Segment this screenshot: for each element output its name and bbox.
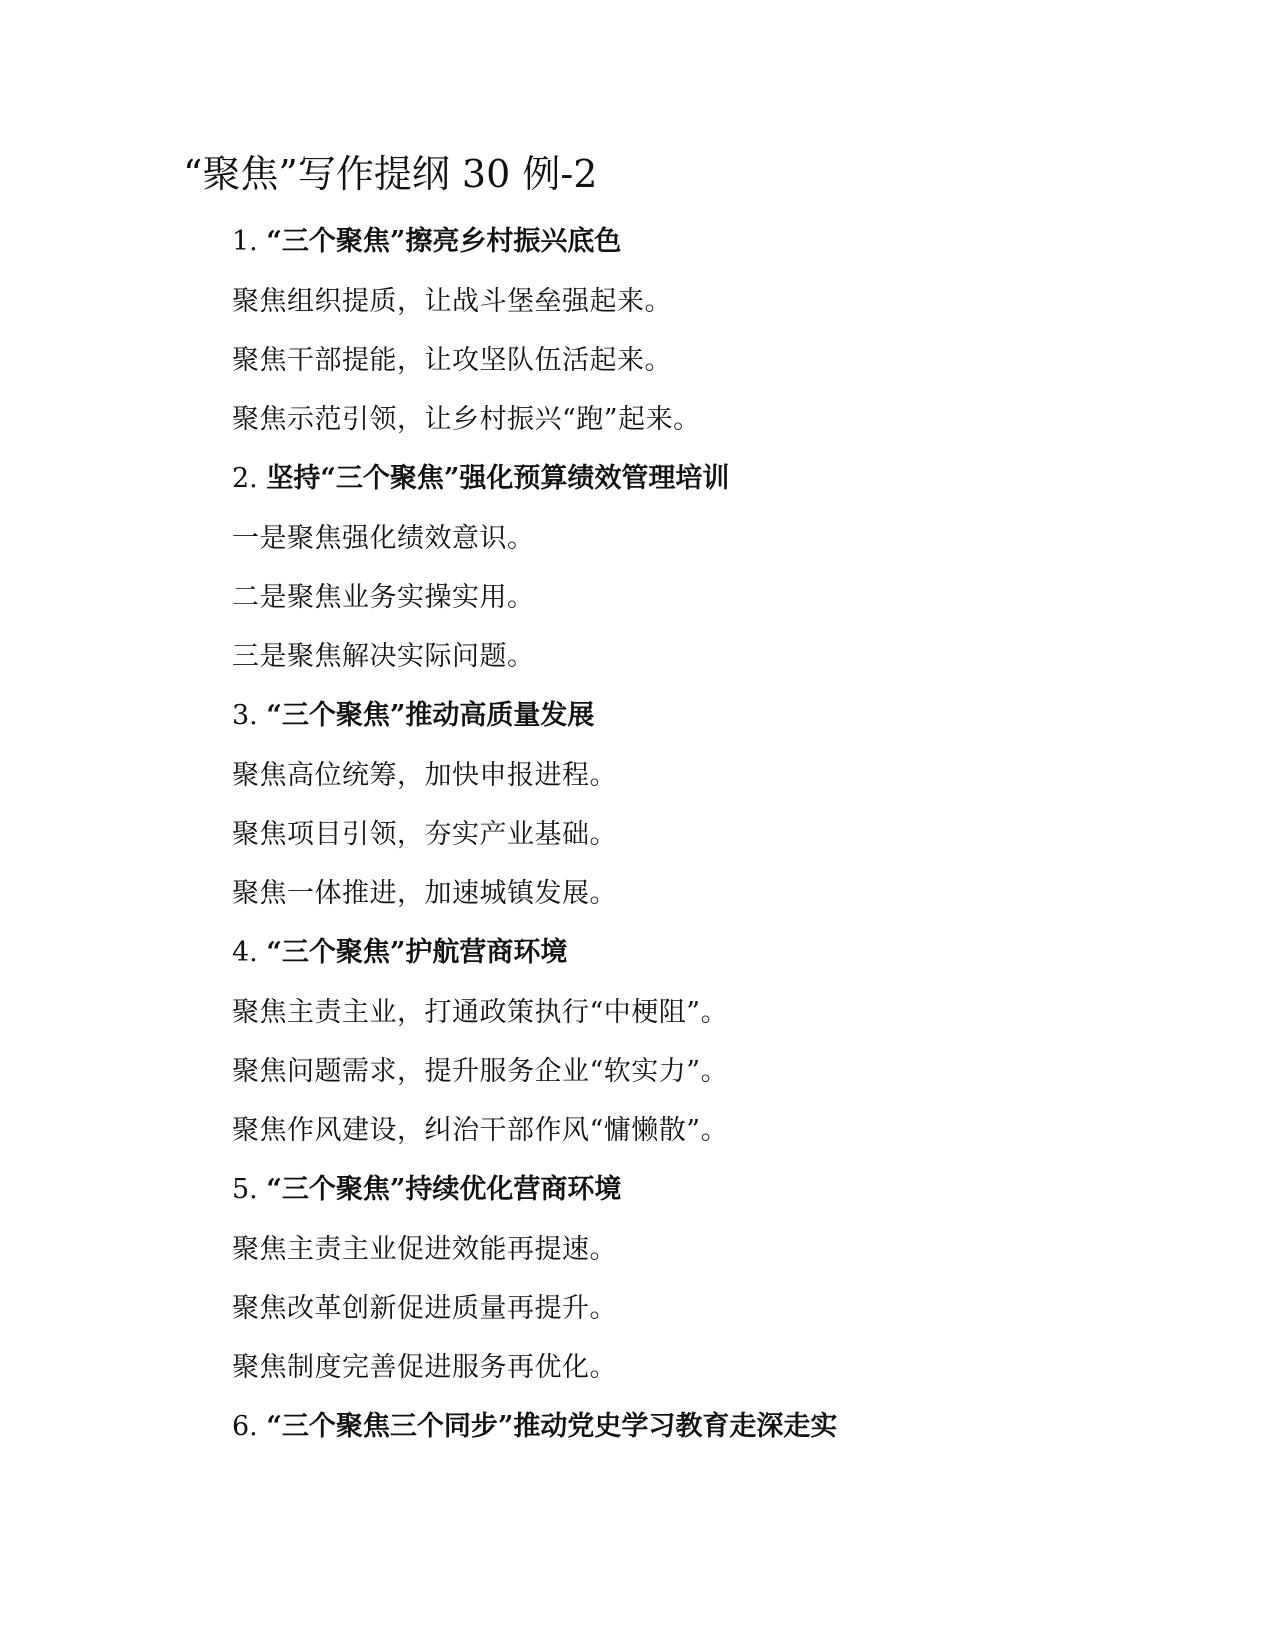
section-heading bbox=[232, 1172, 1212, 1208]
section-heading bbox=[232, 698, 1212, 734]
section-line: 三是聚焦解决实际问题。 bbox=[232, 641, 535, 672]
section-title: “三个聚焦”推动高质量发展 bbox=[266, 700, 595, 731]
section-number: 3. bbox=[232, 700, 258, 731]
section-line: 聚焦主责主业促进效能再提速。 bbox=[232, 1234, 617, 1265]
section-line: 聚焦改革创新促进质量再提升。 bbox=[232, 1293, 617, 1324]
document-title: “聚焦”写作提纲 30 例-2 bbox=[183, 152, 598, 196]
section-title: “三个聚焦”擦亮乡村振兴底色 bbox=[266, 226, 622, 257]
section-line: 聚焦高位统筹，加快申报进程。 bbox=[232, 760, 617, 791]
section-title: “三个聚焦”护航营商环境 bbox=[266, 937, 568, 968]
section-line: 一是聚焦强化绩效意识。 bbox=[232, 523, 535, 554]
section-number: 6. bbox=[232, 1411, 258, 1442]
section-title: “三个聚焦”持续优化营商环境 bbox=[266, 1174, 622, 1205]
section-heading bbox=[232, 461, 1212, 497]
section-title: “三个聚焦三个同步”推动党史学习教育走深走实 bbox=[266, 1411, 838, 1442]
section-line: 聚焦组织提质，让战斗堡垒强起来。 bbox=[232, 286, 672, 317]
section-heading bbox=[232, 1409, 1212, 1445]
section-line: 聚焦干部提能，让攻坚队伍活起来。 bbox=[232, 345, 672, 376]
section-number: 1. bbox=[232, 226, 258, 257]
section-heading bbox=[232, 935, 1212, 971]
section-heading bbox=[232, 224, 1212, 260]
section-line: 聚焦一体推进，加速城镇发展。 bbox=[232, 878, 617, 909]
section-line: 聚焦问题需求，提升服务企业“软实力”。 bbox=[232, 1056, 729, 1087]
section-number: 5. bbox=[232, 1174, 258, 1205]
section-number: 4. bbox=[232, 937, 258, 968]
section-line: 聚焦项目引领，夯实产业基础。 bbox=[232, 819, 617, 850]
section-number: 2. bbox=[232, 463, 258, 494]
section-line: 二是聚焦业务实操实用。 bbox=[232, 582, 535, 613]
section-line: 聚焦作风建设，纠治干部作风“慵懒散”。 bbox=[232, 1115, 729, 1146]
section-line: 聚焦制度完善促进服务再优化。 bbox=[232, 1352, 617, 1383]
outline-sections bbox=[232, 224, 1212, 1469]
section-line: 聚焦示范引领，让乡村振兴“跑”起来。 bbox=[232, 404, 701, 435]
section-line: 聚焦主责主业，打通政策执行“中梗阻”。 bbox=[232, 997, 729, 1028]
section-title: 坚持“三个聚焦”强化预算绩效管理培训 bbox=[266, 463, 730, 494]
